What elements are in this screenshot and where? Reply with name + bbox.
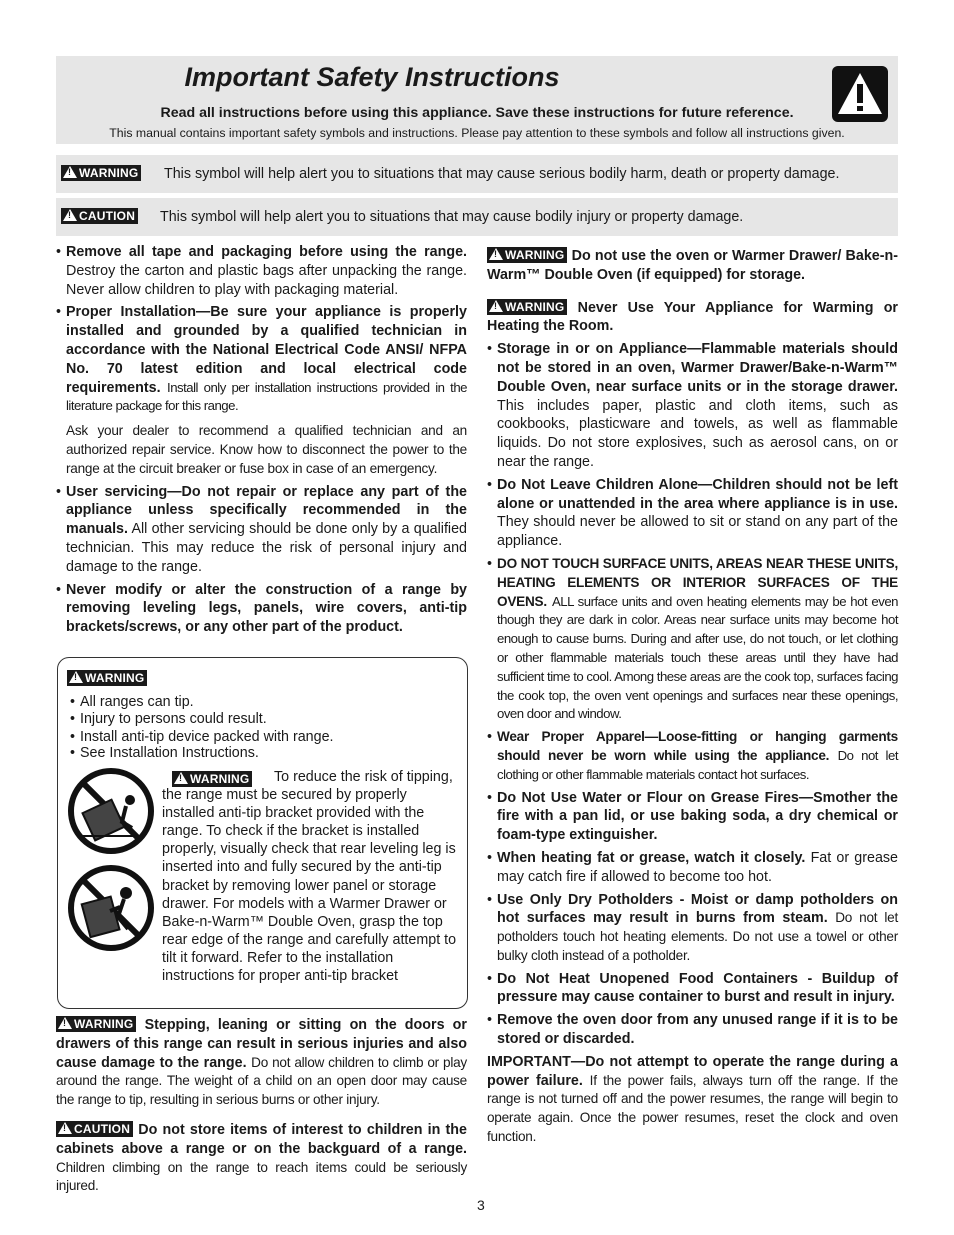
storage-warning: !WARNING Do not use the oven or Warmer Drawer/ Bake-n-Warm™ Double Oven (if equipped) for storage. <box>487 247 898 285</box>
child-on-door-pictogram-icon <box>66 863 156 953</box>
list-item: • Never modify or alter the construction of a range by removing leveling legs, panels, wire covers, anti-tip brackets/screws, or any other part of the product. <box>56 581 467 636</box>
range-tipping-pictogram-icon <box>66 766 156 856</box>
list-item: • Remove all tape and packaging before using the range. Destroy the carton and plastic bags after unpacking the range. Never allow children to play with packaging material. <box>56 244 467 298</box>
read-all-notice: Read all instructions before using this appliance. Save these instructions for future reference. <box>160 105 794 121</box>
list-item: • All ranges can tip. <box>70 694 194 710</box>
warning-badge: !WARNING <box>487 247 567 263</box>
paragraph: Ask your dealer to recommend a qualified technician and an authorized repair service. Know how to disconnect the power to the range at the circuit breaker or fuse box in case of an emergency. <box>66 423 467 476</box>
stepping-warning: !WARNING Stepping, leaning or sitting on the doors or drawers of this range can result in serious injuries and also cause damage to the range. Do not allow children to climb or play around the range. The weight of a child on an open door may cause the range to tip, resulting in serious burns or other injury. <box>56 1016 467 1110</box>
warning-badge: !WARNING <box>61 165 141 181</box>
list-item: • Wear Proper Apparel—Loose-fitting or hanging garments should never be worn while using the appliance. Do not let clothing or other flammable materials contact hot surfaces. <box>487 729 898 782</box>
list-item: • User servicing—Do not repair or replace any part of the appliance unless specifically recommended in the manuals. All other servicing should be done only by a qualified technician. This may reduce the risk of personal injury and damage to the range. <box>56 483 467 575</box>
warning-badge: !WARNING <box>172 771 252 787</box>
alert-icon <box>489 248 503 260</box>
alert-icon <box>58 1122 72 1134</box>
anti-tip-warning-box <box>57 657 468 1009</box>
list-item: • DO NOT TOUCH SURFACE UNITS, AREAS NEAR THESE UNITS, HEATING ELEMENTS OR INTERIOR SURFACES OF THE OVENS. ALL surface units and oven heating elements may be hot even though they are dark in color. Areas near surface units may become hot enough to cause burns. During and after use, do not touch, or let clothing or other flammable materials touch these areas until they have had sufficient time to cool. Among these areas are the cook top, surfaces facing the cook top, the oven vent openings and surfaces near these openings, oven door and window. <box>487 555 898 722</box>
warning-badge: !WARNING <box>67 670 147 686</box>
alert-icon <box>58 1017 72 1029</box>
alert-icon <box>63 166 77 178</box>
important-note: IMPORTANT—Do not attempt to operate the range during a power failure. If the power fails, always turn off the range. If the range is not turned off and the power resumes, the range will begin to operate again. Once the power resumes, reset the clock and oven function. <box>487 1053 898 1145</box>
caution-symbol-text: This symbol will help alert you to situations that may cause bodily injury or property damage. <box>160 209 744 225</box>
page-title: Important Safety Instructions <box>184 62 560 92</box>
warning-symbol-band <box>56 155 898 193</box>
alert-icon <box>489 300 503 312</box>
list-item: • Install anti-tip device packed with range. <box>70 729 334 745</box>
list-item: • Remove the oven door from any unused range if it is to be stored or discarded. <box>487 1012 898 1048</box>
alert-icon <box>63 209 77 221</box>
left-column <box>56 243 467 637</box>
caution-symbol-band <box>56 198 898 236</box>
list-item: • See Installation Instructions. <box>70 745 259 761</box>
anti-tip-instructions: To reduce the risk of tipping, the range must be secured by properly installed anti-tip bracket provided with the range. To check if the bracket is installed properly, visually check that rear leveling leg is inserted into and fully secured by the anti-tip bracket by removing lower panel or storage drawer. For models with a Warmer Drawer or Bake-n-Warm™ Double Oven, grasp the top rear edge of the range and carefully attempt to tilt it forward. Refer to the installation instructions for proper anti-tip bracket <box>162 769 457 985</box>
list-item: • Do Not Leave Children Alone—Children should not be left alone or unattended in the area where appliance is in use. They should never be allowed to sit or stand on any part of the appliance. <box>487 476 898 550</box>
caution-badge: !CAUTION <box>56 1121 133 1137</box>
left-column-lower <box>56 1016 467 1196</box>
list-item: • Use Only Dry Potholders - Moist or damp potholders on hot surfaces may result in burns from steam. Do not let potholders touch hot heating elements. Do not use a towel or other bulky cloth instead of a potholder. <box>487 891 899 963</box>
caution-badge: !CAUTION <box>61 208 138 224</box>
warning-badge: !WARNING <box>56 1016 136 1032</box>
cabinet-caution: !CAUTION Do not store items of interest to children in the cabinets above a range or on the backguard of a range. Children climbing on the range to reach items could be seriously injured. <box>56 1121 467 1196</box>
right-column <box>487 247 898 1147</box>
list-item: • Proper Installation—Be sure your appliance is properly installed and grounded by a qualified technician in accordance with the National Electrical Code ANSI/ NFPA No. 70 latest edition and local electrical code requirements. Install only per installation instructions provided in the literature package for this range. <box>56 304 467 414</box>
list-item: • Do Not Use Water or Flour on Grease Fires—Smother the fire with a pan lid, or use baking soda, a dry chemical or foam-type extinguisher. <box>487 789 898 844</box>
warning-symbol-text: This symbol will help alert you to situations that may cause serious bodily harm, death or property damage. <box>164 166 840 182</box>
list-item: • Injury to persons could result. <box>70 711 267 727</box>
warning-badge: !WARNING <box>487 299 567 315</box>
list-item: • Storage in or on Appliance—Flammable materials should not be stored in an oven, Warmer Drawer/Bake-n-Warm™ Double Oven, near surface units or in the storage drawer. This includes paper, plastic and cloth items, such as cookbooks, plasticware and towels, as well as flammable liquids. Do not store explosives, such as aerosol cans, on or near the range. <box>487 341 898 470</box>
alert-icon <box>69 671 83 683</box>
header-panel <box>56 56 898 144</box>
list-item: • When heating fat or grease, watch it closely. Fat or grease may catch fire if allowed to become too hot. <box>487 849 898 885</box>
page-number: 3 <box>477 1197 485 1213</box>
heating-warning: !WARNING Never Use Your Appliance for Warming or Heating the Room. <box>487 299 898 337</box>
list-item: • Do Not Heat Unopened Food Containers - Buildup of pressure may cause container to burst and result in injury. <box>487 970 898 1006</box>
manual-note: This manual contains important safety symbols and instructions. Please pay attention to these symbols and follow all instructions given. <box>109 126 845 140</box>
